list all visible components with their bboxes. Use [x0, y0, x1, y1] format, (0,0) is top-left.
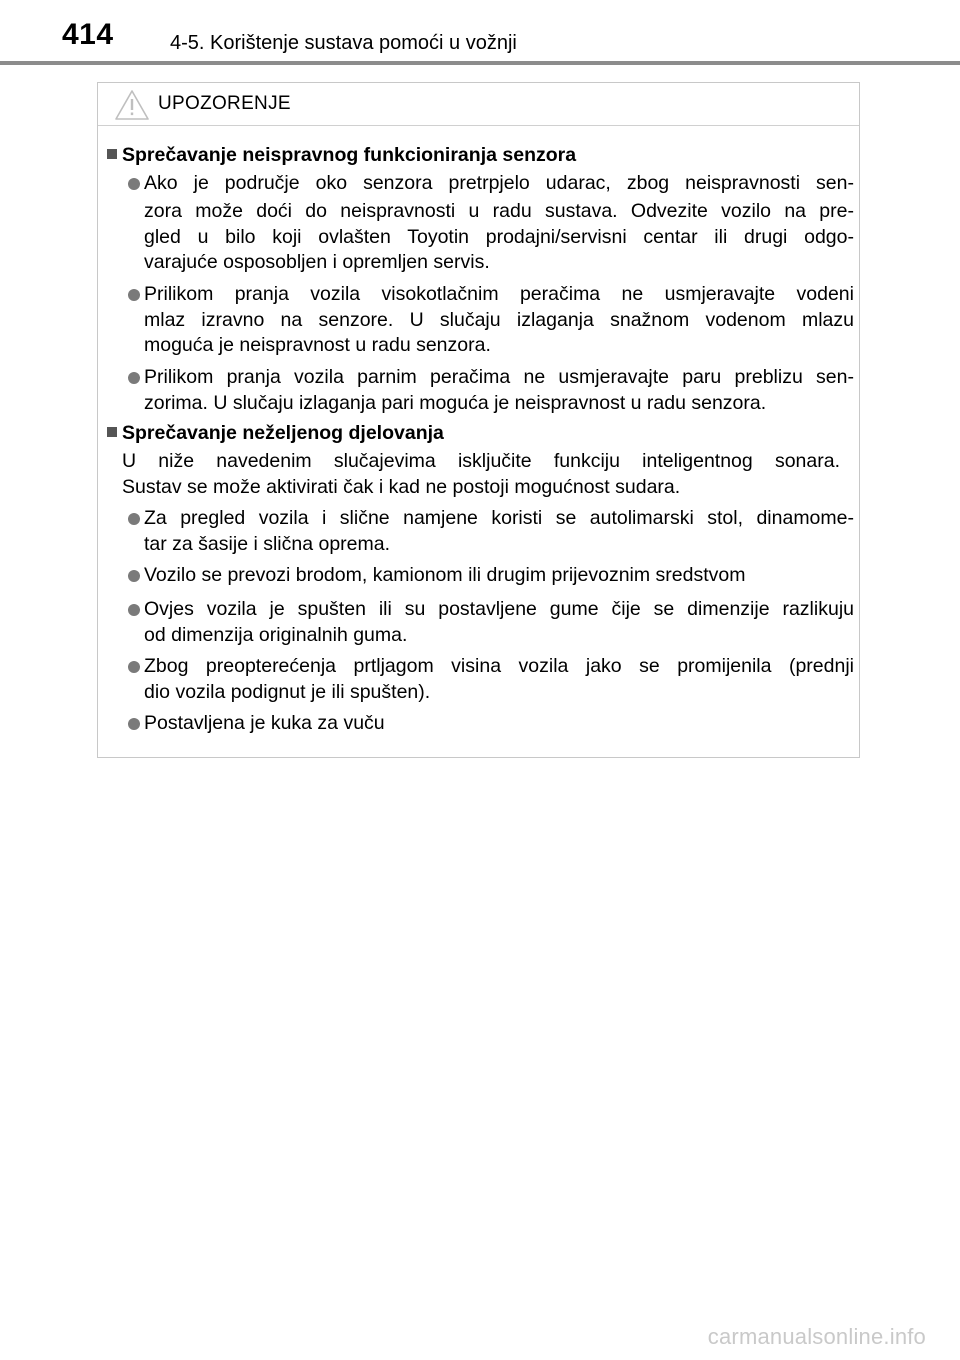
bullet-text-line: varajuće osposobljen i opremljen servis. — [144, 251, 490, 273]
bullet-dot — [128, 570, 140, 582]
intro-text-line: U niže navedenim slučajevima isključite funkciju inteligentnog sonara. — [122, 450, 840, 472]
section-heading: Sprečavanje neželjenog djelovanja — [122, 422, 444, 444]
bullet-text-line: Prilikom pranja vozila parnim peračima ne usmjeravajte paru preblizu sen- — [144, 366, 854, 388]
warning-label: UPOZORENJE — [158, 93, 291, 114]
bullet-text-line: Ovjes vozila je spušten ili su postavljene gume čije se dimenzije razlikuju — [144, 598, 854, 620]
warning-header — [98, 83, 859, 126]
bullet-text-line: od dimenzija originalnih guma. — [144, 624, 408, 646]
intro-text-line: Sustav se može aktivirati čak i kad ne postoji mogućnost sudara. — [122, 476, 681, 498]
bullet-text-line: zora može doći do neispravnosti u radu sustava. Odvezite vozilo na pre- — [144, 200, 854, 222]
bullet-text-line: Ako je područje oko senzora pretrpjelo udarac, zbog neispravnosti sen- — [144, 172, 854, 194]
bullet-text-line: Postavljena je kuka za vuču — [144, 712, 385, 734]
section-square-bullet — [107, 149, 117, 159]
bullet-text-line: gled u bilo koji ovlašten Toyotin prodajni/servisni centar ili drugi odgo- — [144, 226, 854, 248]
watermark[interactable]: carmanualsonline.info — [707, 1324, 926, 1349]
header-rule — [0, 61, 960, 65]
bullet-text-line: moguća je neispravnost u radu senzora. — [144, 334, 491, 356]
bullet-dot — [128, 661, 140, 673]
bullet-dot — [128, 604, 140, 616]
bullet-text-line: mlaz izravno na senzore. U slučaju izlaganja snažnom vodenom mlazu — [144, 309, 854, 331]
bullet-text-line: zorima. U slučaju izlaganja pari moguća je neispravnost u radu senzora. — [144, 392, 767, 414]
page-number: 414 — [62, 18, 114, 51]
bullet-text-line: Za pregled vozila i slične namjene koristi se autolimarski stol, dinamome- — [144, 507, 854, 529]
bullet-dot — [128, 178, 140, 190]
section-square-bullet — [107, 427, 117, 437]
page-header — [0, 0, 960, 66]
section-heading: Sprečavanje neispravnog funkcioniranja senzora — [122, 144, 577, 166]
bullet-dot — [128, 289, 140, 301]
bullet-dot — [128, 718, 140, 730]
section-title: 4-5. Korištenje sustava pomoći u vožnji — [170, 32, 517, 54]
bullet-dot — [128, 372, 140, 384]
bullet-dot — [128, 513, 140, 525]
bullet-text-line: Prilikom pranja vozila visokotlačnim peračima ne usmjeravajte vodeni — [144, 283, 854, 305]
bullet-text-line: Vozilo se prevozi brodom, kamionom ili drugim prijevoznim sredstvom — [144, 564, 746, 586]
warning-triangle-icon — [114, 89, 150, 121]
bullet-text-line: tar za šasije i slična oprema. — [144, 533, 391, 555]
warning-box — [97, 82, 860, 758]
bullet-text-line: Zbog preopterećenja prtljagom visina vozila jako se promijenila (prednji — [144, 655, 854, 677]
bullet-text-line: dio vozila podignut je ili spušten). — [144, 681, 431, 703]
